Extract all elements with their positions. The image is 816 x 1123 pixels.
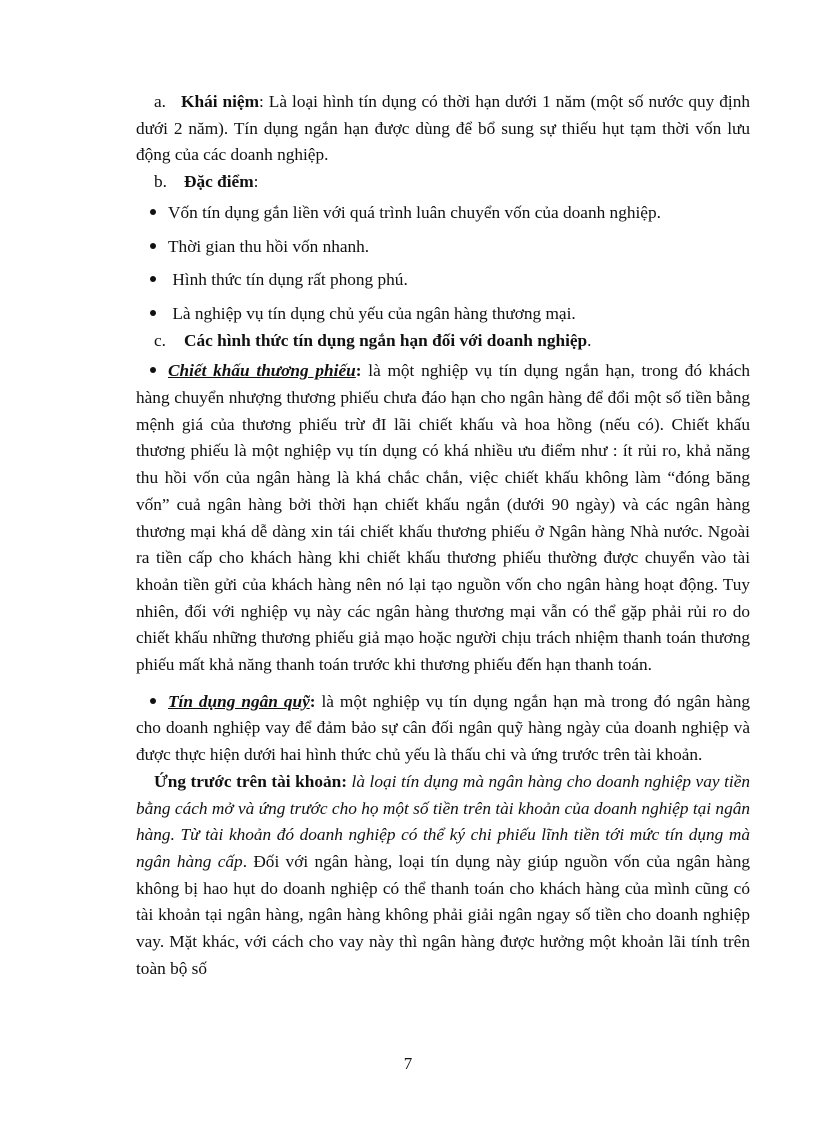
- characteristic-text: Hình thức tín dụng rất phong phú.: [168, 270, 408, 290]
- bullet-icon: [150, 276, 156, 282]
- bullet-icon: [150, 367, 156, 373]
- bullet-icon: [150, 310, 156, 316]
- discount-term: Chiết khấu thương phiếu: [168, 361, 356, 381]
- section-b-term: Đặc điểm: [184, 172, 254, 192]
- characteristic-bullet: [136, 234, 750, 261]
- section-a-paragraph: [136, 89, 750, 169]
- section-c-label: c.: [154, 330, 166, 350]
- page-number: 7: [403, 1054, 413, 1073]
- treasury-text: là một nghiệp vụ tín dụng ngắn hạn mà trong đó ngân hàng cho doanh nghiệp vay để đảm bảo sự cân đối ngân quỹ hàng ngày của doanh nghiệp và được thực hiện dưới hai hình thức chủ yếu là thấu chi và ứng trước trên tài khoản.: [136, 691, 750, 765]
- section-b-label: b.: [154, 172, 167, 192]
- advance-term: Ứng trước trên tài khoản:: [154, 771, 347, 791]
- characteristic-text: Vốn tín dụng gắn liền với quá trình luân chuyển vốn của doanh nghiệp.: [168, 202, 661, 222]
- page-content: [136, 89, 750, 983]
- characteristic-bullet: [136, 200, 750, 227]
- advance-text: . Đối với ngân hàng, loại tín dụng này giúp nguồn vốn của ngân hàng không bị hao hụt do doanh nghiệp có thể thanh toán cho khách hàng của mình cũng có tài khoản tại ngân hàng, ngân hàng không phải giải ngân ngay số tiền cho doanh nghiệp vay. Mặt khác, với cách cho vay này thì ngân hàng được hưởng một khoản lãi tính trên toàn bộ số: [136, 851, 751, 978]
- discount-colon: :: [355, 361, 362, 381]
- treasury-term: Tín dụng ngân quỹ: [168, 691, 310, 711]
- bullet-icon: [150, 243, 156, 249]
- section-c-term: Các hình thức tín dụng ngắn hạn đối với doanh nghiệp: [184, 330, 588, 350]
- discount-paragraph: [136, 358, 750, 678]
- bullet-icon: [150, 209, 156, 215]
- discount-text: là một nghiệp vụ tín dụng ngắn hạn, trong đó khách hàng chuyển nhượng thương phiếu chưa đáo hạn cho ngân hàng để đổi một số tiền bằng mệnh giá của thương phiếu trừ đI lãi chiết khấu và hoa hồng (nếu có). Chiết khấu thương phiếu là một nghiệp vụ tín dụng có khá nhiều ưu điểm như : ít rủi ro, khả năng thu hồi vốn của ngân hàng là khá chắc chắn, việc chiết khấu không làm “đóng băng vốn” cuả ngân hàng bởi thời hạn chiết khấu ngắn (dưới 90 ngày) và các ngân hàng thương mại khá dễ dàng xin tái chiết khấu thương phiếu ở Ngân hàng Nhà nước. Ngoài ra tiền cấp cho khách hàng khi chiết khấu thương phiếu thường được chuyển vào tài khoản tiền gửi của khách hàng nên nó lại tạo nguồn vốn cho ngân hàng hoạt động. Tuy nhiên, đối với nghiệp vụ này các ngân hàng thương mại vẫn có thể gặp phải rủi ro do chiết khấu những thương phiếu giả mạo hoặc người chịu trách nhiệm thanh toán thương phiếu mất khả năng thanh toán trước khi thương phiếu đến hạn thanh toán.: [136, 361, 751, 675]
- advance-paragraph: [136, 769, 750, 983]
- section-a-term: Khái niệm: [181, 92, 259, 111]
- characteristic-text: Thời gian thu hồi vốn nhanh.: [168, 236, 370, 256]
- treasury-colon: :: [309, 691, 316, 711]
- section-c-heading: [136, 328, 750, 355]
- characteristic-bullet: [136, 267, 750, 294]
- section-b-heading: [136, 169, 750, 196]
- treasury-paragraph: [136, 689, 750, 769]
- section-c-suffix: .: [587, 330, 592, 350]
- characteristic-bullet: [136, 301, 750, 328]
- section-b-suffix: :: [253, 172, 259, 192]
- bullet-icon: [150, 698, 156, 704]
- section-a-label: a.: [154, 92, 166, 111]
- advance-italic-text: là loại tín dụng mà ngân hàng cho doanh nghiệp vay tiền bằng cách mở và ứng trước cho họ một số tiền trên tài khoản của doanh nghiệp tại ngân hàng. Từ tài khoản đó doanh nghiệp có thể ký chi phiếu lĩnh tiền tới mức tín dụng mà ngân hàng cấp: [136, 771, 750, 871]
- section-a-text: : Là loại hình tín dụng có thời hạn dưới 1 năm (một số nước quy định dưới 2 năm). Tín dụng ngắn hạn được dùng để bổ sung sự thiếu hụt tạm thời vốn lưu động của các doanh nghiệp.: [136, 92, 750, 165]
- characteristic-text: Là nghiệp vụ tín dụng chủ yếu của ngân hàng thương mại.: [168, 303, 576, 323]
